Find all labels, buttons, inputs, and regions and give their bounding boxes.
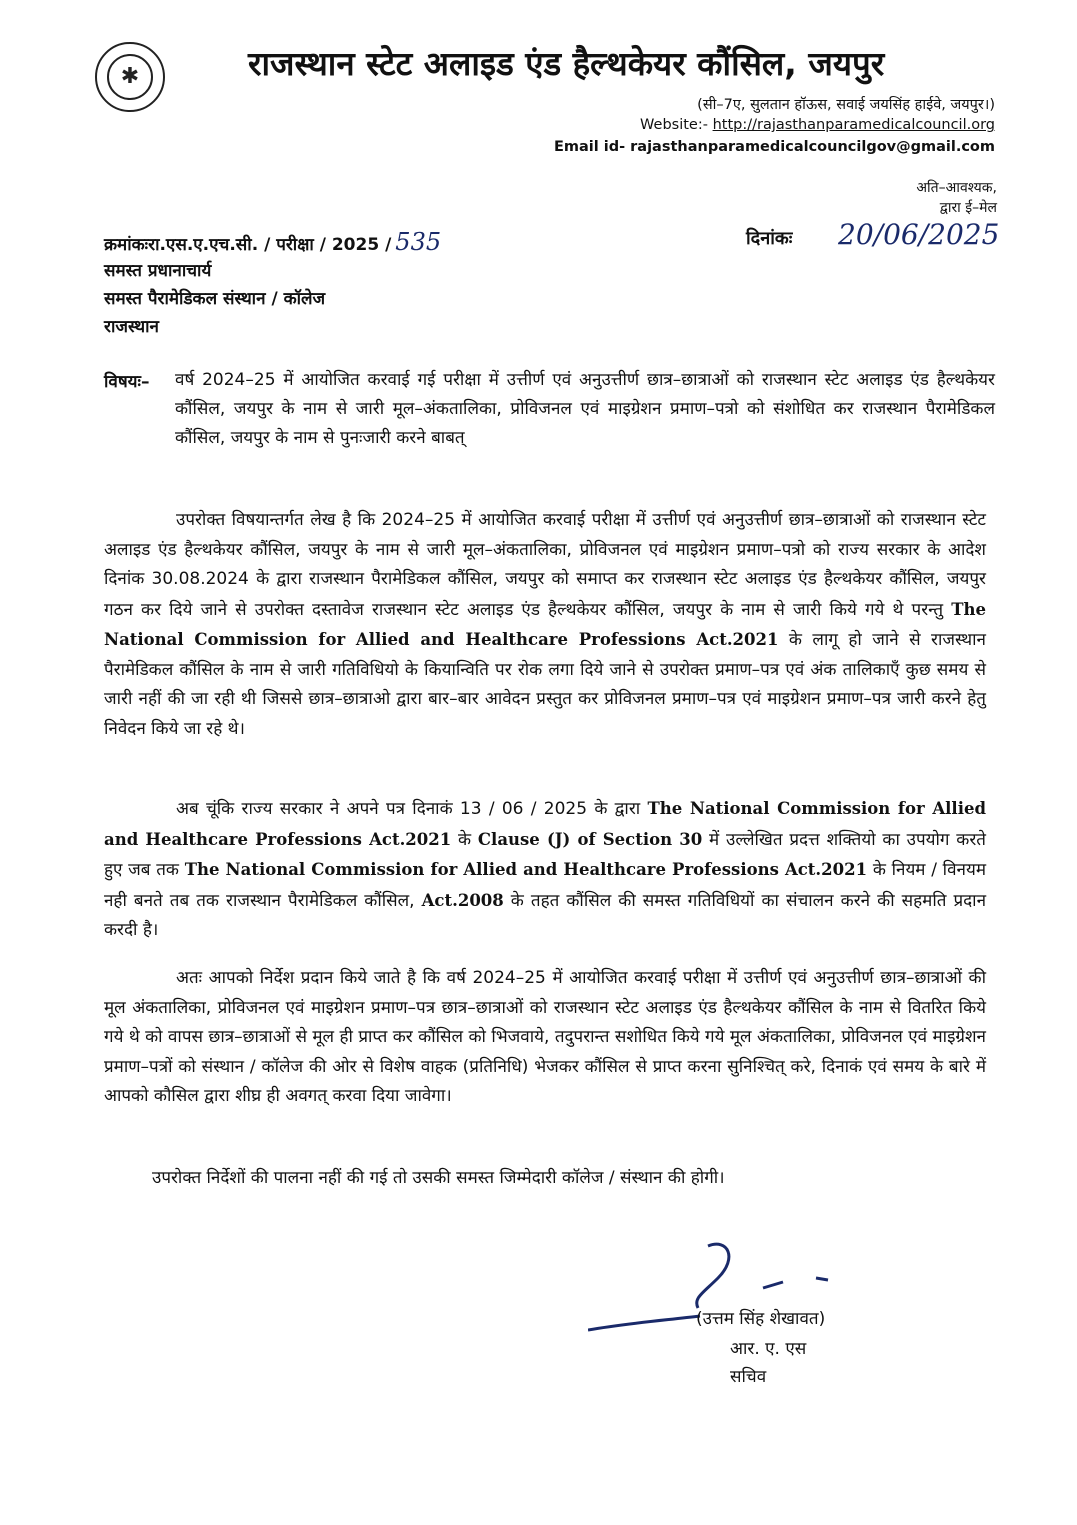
council-name: राजस्थान स्टेट अलाइड एंड हैल्थकेयर कौंसिल, जयपुर (248, 44, 885, 83)
signatory-name: (उत्तम सिंह शेखावत) (696, 1309, 826, 1329)
body-paragraph-4: उपरोक्त निर्देशों की पालना नहीं की गई तो उसकी समस्त जिम्मेदारी कॉलेज / संस्थान की होगी। (152, 1168, 725, 1188)
body-paragraph-2: अब चूंकि राज्य सरकार ने अपने पत्र दिनाकं 13 / 06 / 2025 के द्वारा The National Commission for Allied and Healthcare Professions Act.2021 के Clause (J) of Section 30 में उल्लेखित प्रदत्त शक्तियो का उपयोग करते हुए जब तक The National Commission for Allied and Healthcare Professions Act.2021 के नियम / विनयम नही बनते तब तक राजस्थान पैरामेडिकल कौंसिल, Act.2008 के तहत कौंसिल की समस्त गतिविधियों का संचालन करने की सहमति प्रदान करदी है। (104, 799, 987, 940)
reference-handwritten-number: 535 (395, 228, 442, 256)
subject-text: वर्ष 2024–25 में आयोजित करवाई गई परीक्षा में उत्तीर्ण एवं अनुउत्तीर्ण छात्र–छात्राओं को राजस्थान स्टेट अलाइड एंड हैल्थकेयर कौंसिल, जयपुर के नाम से जारी मूल–अंकतालिका, प्रोविजनल एवं माइग्रेशन प्रमाण–पत्रो को संशोधित कर राजस्थान पैरामेडिकल कौंसिल, जयपुर के नाम से पुनःजारी करने बाबत् (175, 370, 995, 448)
addressee-line-2: समस्त पैरामेडिकल संस्थान / कॉलेज (104, 289, 326, 309)
website-label: Website:- (640, 117, 708, 133)
body-paragraph-3: अतः आपको निर्देश प्रदान किये जाते है कि वर्ष 2024–25 में आयोजित करवाई परीक्षा में उत्तीर्ण एवं अनुउत्तीर्ण छात्र–छात्राओं की मूल अंकतालिका, प्रोविजनल एवं माइग्रेशन प्रमाण–पत्र छात्र–छात्राओं को राजस्थान स्टेट अलाइड एंड हैल्थकेयर कौंसिल के नाम से वितरित किये गये थे को वापस छात्र–छात्राओं से मूल ही प्राप्त कर कौंसिल को भिजवाये, तदुपरान्त सशोधित किये गये मूल अंकतालिका, प्रोविजनल एवं माइग्रेशन प्रमाण–पत्रों को संस्थान / कॉलेज की ओर से विशेष वाहक (प्रतिनिधि) भेजकर कौंसिल से प्राप्त करना सुनिश्चित् करे, दिनाकं एवं समय के बारे में आपको कौसिल द्वारा शीघ्र ही अवगत् करवा दिया जावेगा। (104, 968, 986, 1106)
council-website (640, 117, 995, 133)
reference-label: क्रमांकःरा.एस.ए.एच.सी. / परीक्षा / 2025 / (104, 235, 392, 255)
urgency-note: अति–आवश्यक, (916, 180, 997, 196)
body-paragraph-1: उपरोक्त विषयान्तर्गत लेख है कि 2024–25 में आयोजित करवाई परीक्षा में उत्तीर्ण एवं अनुउत्तीर्ण छात्र–छात्राओं को राजस्थान स्टेट अलाइड एंड हैल्थकेयर कौंसिल, जयपुर के नाम से जारी मूल–अंकतालिका, प्रोविजनल एवं माइग्रेशन प्रमाण–पत्रो को राज्य सरकार के आदेश दिनांक 30.08.2024 के द्वारा राजस्थान पैरामेडिकल कौंसिल, जयपुर को समाप्त कर राजस्थान स्टेट अलाइड एंड हैल्थकेयर कौंसिल, जयपुर गठन कर दिये जाने से उपरोक्त दस्तावेज राजस्थान स्टेट अलाइड एंड हैल्थकेयर कौंसिल, जयपुर के नाम से जारी किये गये थे परन्तु The National Commission for Allied and Healthcare Professions Act.2021 के लागू हो जाने से राजस्थान पैरामेडिकल कौंसिल के नाम से जारी गतिविधियो के कियान्विति पर रोक लगा दिये जाने से उपरोक्त प्रमाण–पत्र एवं अंक तालिकाएँ कुछ समय से जारी नहीं की जा रही थी जिससे छात्र–छात्राओ द्वारा बार–बार आवेदन प्रस्तुत कर प्रोविजनल प्रमाण–पत्र एवं माइग्रेशन प्रमाण–पत्र जारी करने हेतु निवेदन किये जा रहे थे। (104, 510, 986, 739)
signatory-service: आर. ए. एस (730, 1339, 807, 1359)
date-label: दिनांकः (746, 228, 793, 249)
reference-number (104, 228, 441, 256)
date-handwritten: 20/06/2025 (838, 218, 1000, 251)
council-address: (सी–7ए, सुलतान हॉऊस, सवाई जयसिंह हाईवे, जयपुर।) (697, 97, 995, 113)
council-email: Email id- rajasthanparamedicalcouncilgov@gmail.com (553, 139, 995, 155)
addressee-line-3: राजस्थान (104, 317, 159, 337)
addressee-line-1: समस्त प्रधानाचार्य (104, 261, 212, 281)
council-seal-icon: ✱ (95, 42, 165, 112)
website-link[interactable]: http://rajasthanparamedicalcouncil.org (712, 117, 995, 133)
signatory-designation: सचिव (730, 1367, 767, 1387)
subject-label: विषयः– (104, 372, 150, 392)
delivery-note: द्वारा ई–मेल (939, 200, 997, 216)
